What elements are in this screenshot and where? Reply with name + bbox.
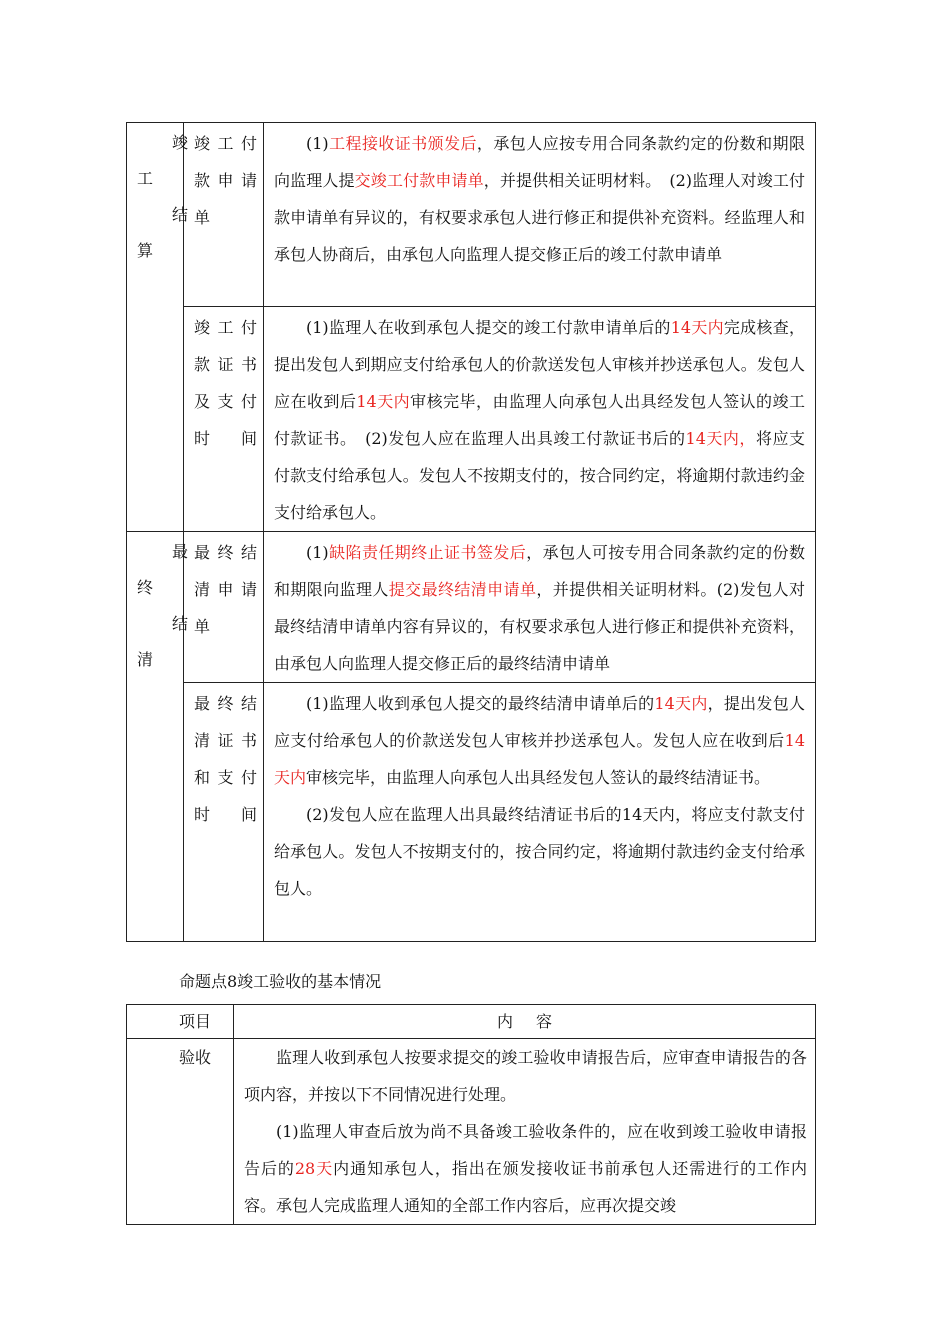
text-run: (1)监理人收到承包人提交的最终结清申请单后的	[306, 694, 655, 713]
text-run: (1)监理人在收到承包人提交的竣工付款申请单后的	[306, 318, 671, 337]
item-cell	[184, 683, 264, 942]
item-cell	[184, 307, 264, 532]
row-key: 验收	[127, 1039, 234, 1225]
category-char: 结	[172, 205, 189, 224]
item-cell	[184, 123, 264, 307]
text-run: (1)监理人审查后放为尚不具备竣工验收条件的，应在收到竣工验收申请报告后的	[244, 1122, 807, 1178]
content-cell	[234, 1039, 816, 1225]
content-cell	[264, 683, 816, 942]
acceptance-table	[126, 1004, 816, 1225]
item-label: 最终结清申请单	[194, 543, 257, 636]
paragraph	[274, 125, 805, 273]
highlight-text: 提交最终结清申请单	[388, 580, 537, 599]
category-char: 竣	[172, 133, 189, 152]
text-run: ，并提供相关证明材料。(2)发包人对最终结清申请单内容有异议的，有权要求承包人进行修正和提供补充资料，由承包人向监理人提交修正后的最终结清申请单	[274, 580, 805, 673]
text-run: ，并提供相关证明材料。 (2)监理人对竣工付款申请单有异议的，有权要求承包人进行修正和提供补充资料。经监理人和承包人协商后，由承包人向监理人提交修正后的竣工付款申请单	[274, 171, 805, 264]
highlight-text: 交竣工付款申请单	[354, 171, 484, 190]
text-run: (2)发包人应在监理人出具最终结清证书后的14天内，将应支付款支付给承包人。发包人不按期支付的，按合同约定，将逾期付款违约金支付给承包人。	[274, 805, 805, 898]
category-cell	[127, 123, 189, 532]
settlement-table	[126, 122, 816, 942]
highlight-text: 28天	[294, 1159, 334, 1178]
paragraph	[274, 309, 805, 531]
table-row	[127, 1039, 816, 1225]
category-char: 终	[137, 578, 154, 597]
header-row	[127, 1005, 816, 1039]
text-run: ，提出发包人应支付给承包人的价款送发包人审核并抄送承包人。发包人应在收到后	[274, 694, 805, 750]
content-text	[264, 123, 815, 273]
highlight-text: 14天内	[654, 694, 708, 713]
item-cell	[184, 532, 264, 683]
text-run: ，承包人应按专用合同条款约定的份数和期限向监理人提	[274, 134, 805, 190]
category-char: 结	[172, 614, 189, 633]
category-char: 清	[137, 650, 154, 669]
text-run: 监理人收到承包人按要求提交的竣工验收申请报告后，应审查申请报告的各项内容，并按以下不同情况进行处理。	[244, 1048, 807, 1104]
text-run: 审核完毕，由监理人向承包人出具经发包人签认的竣工付款证书。 (2)发包人应在监理人出具竣工付款证书后的	[274, 392, 805, 448]
highlight-text: 缺陷责任期终止证书签发后	[328, 543, 527, 562]
content-text	[264, 307, 815, 531]
text-run: 将应支付款支付给承包人。发包人不按期支付的，按合同约定，将逾期付款违约金支付给承包人。	[274, 429, 805, 522]
paragraph	[274, 685, 805, 796]
category-char: 最	[172, 542, 189, 561]
text-run: 完成核查，提出发包人到期应支付给承包人的价款送发包人审核并抄送承包人。发包人应在收到后	[274, 318, 805, 411]
category-cell	[127, 532, 189, 942]
highlight-text: 14天内	[274, 731, 805, 787]
table-row	[127, 307, 816, 532]
content-cell	[264, 123, 816, 307]
text-run: (1)	[306, 543, 329, 562]
paragraph	[244, 1039, 807, 1113]
item-label: 竣工付款申请单	[194, 134, 257, 227]
table-row	[127, 123, 816, 307]
highlight-text: 14天内	[670, 318, 724, 337]
content-cell	[264, 307, 816, 532]
highlight-text: 14天内	[356, 392, 411, 411]
text-run: 审核完毕，由监理人向承包人出具经发包人签认的最终结清证书。	[306, 768, 771, 787]
item-label: 竣工付款证书及支付时间	[194, 318, 257, 448]
table-row	[127, 683, 816, 942]
header-content: 内 容	[234, 1005, 816, 1039]
item-label: 最终结清证书和支付时间	[194, 694, 257, 824]
text-run: 内通知承包人，指出在颁发接收证书前承包人还需进行的工作内容。承包人完成监理人通知的全部工作内容后，应再次提交竣	[244, 1159, 807, 1215]
category-char: 工	[137, 169, 154, 188]
table-row	[127, 532, 816, 683]
content-text	[264, 683, 815, 907]
text-run: (1)	[306, 134, 329, 153]
paragraph	[244, 1113, 807, 1224]
text-run: ，承包人可按专用合同条款约定的份数和期限向监理人	[274, 543, 805, 599]
paragraph	[274, 796, 805, 907]
header-item: 项目	[127, 1005, 234, 1039]
content-cell	[264, 532, 816, 683]
highlight-text: 工程接收证书颁发后	[328, 134, 477, 153]
highlight-text: 14天内，	[685, 429, 756, 448]
content-text	[264, 532, 815, 682]
content-text	[234, 1039, 815, 1224]
paragraph	[274, 534, 805, 682]
category-char: 算	[137, 241, 154, 260]
section-caption: 命题点8竣工验收的基本情况	[179, 972, 382, 991]
